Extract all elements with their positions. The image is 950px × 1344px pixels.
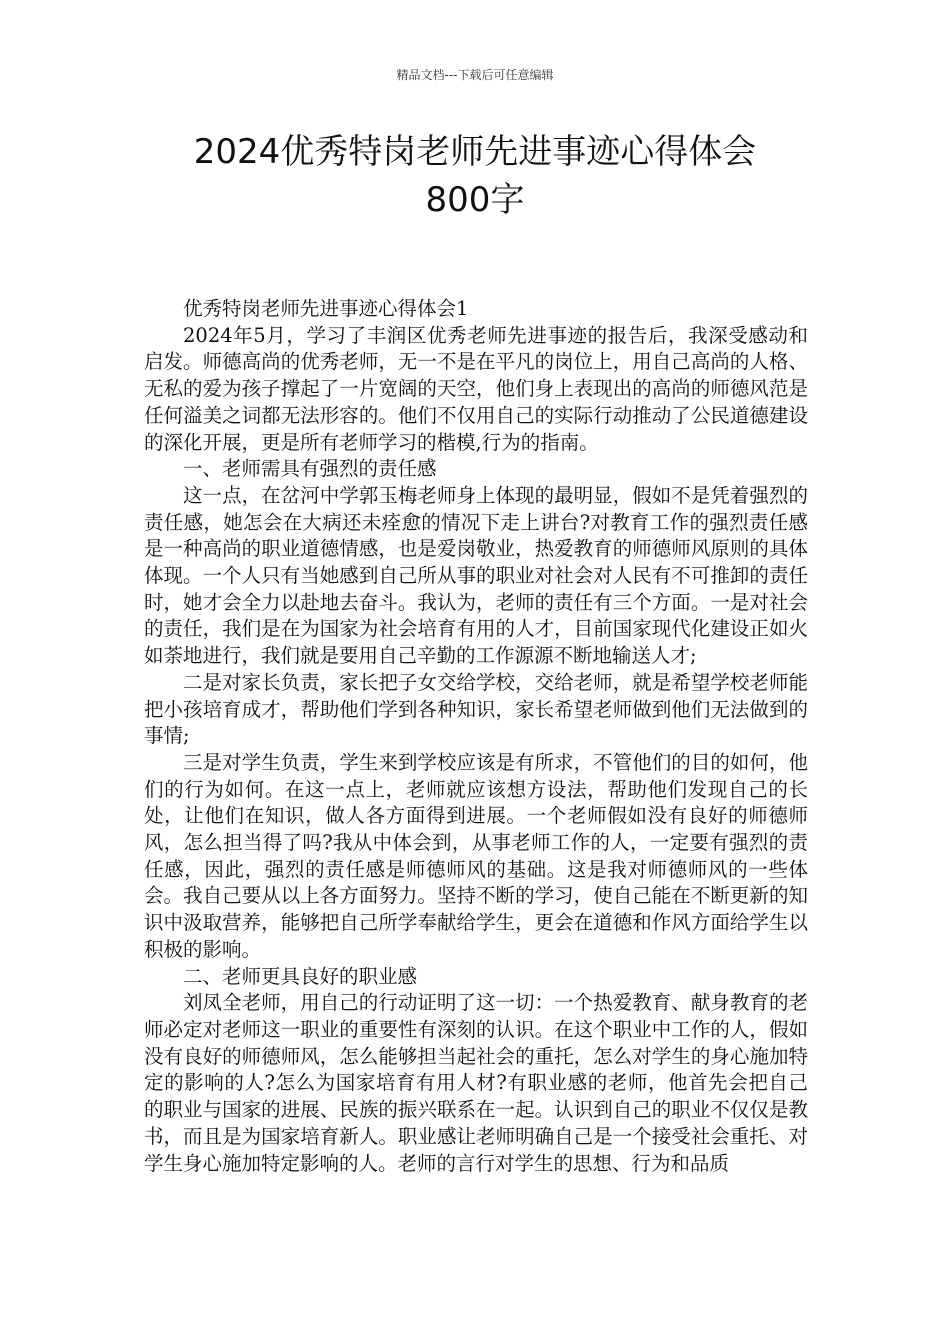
body-paragraph: 刘凤全老师，用自己的行动证明了这一切：一个热爱教育、献身教育的老师必定对老师这一职业的重要性有深刻的认识。在这个职业中工作的人，假如没有良好的师德师风，怎么能够担当起社会的重托，怎么对学生的身心施加特定的影响的人?怎么为国家培育有用人材?有职业感的老师，他首先会把自己的职业与国家的进展、民族的振兴联系在一起。认识到自己的职业不仅仅是教书，而且是为国家培育新人。职业感让老师明确自己是一个接受社会重托、对学生身心施加特定影响的人。老师的言行对学生的思想、行为和品质 xyxy=(144,991,808,1175)
body-paragraph: 2024年5月，学习了丰润区优秀老师先进事迹的报告后，我深受感动和启发。师德高尚的优秀老师，无一不是在平凡的岗位上，用自己高尚的人格、无私的爱为孩子撑起了一片宽阔的天空，他们身上表现出的高尚的师德风范是任何溢美之词都无法形容的。他们不仅用自己的实际行动推动了公民道德建设的深化开展，更是所有老师学习的楷模,行为的指南。 xyxy=(144,323,808,454)
body-paragraph: 这一点，在岔河中学郭玉梅老师身上体现的最明显，假如不是凭着强烈的责任感，她怎会在大病还未痊愈的情况下走上讲台?对教育工作的强烈责任感是一种高尚的职业道德情感，也是爱岗敬业，热爱教育的师德师风原则的具体体现。一个人只有当她感到自己所从事的职业对社会对人民有不可推卸的责任时，她才会全力以赴地去奋斗。我认为，老师的责任有三个方面。一是对社会的责任，我们是在为国家为社会培育有用的人才，目前国家现代化建设正如火如荼地进行，我们就是要用自己辛勤的工作源源不断地输送人才; xyxy=(144,483,808,668)
body-paragraph: 二是对家长负责，家长把子女交给学校，交给老师，就是希望学校老师能把小孩培育成才，帮助他们学到各种知识，家长希望老师做到他们无法做到的事情; xyxy=(144,670,808,748)
page-header: 精品文档---下载后可任意编辑 xyxy=(396,68,554,82)
section-heading: 一、老师需具有强烈的责任感 xyxy=(183,457,437,481)
section-heading: 二、老师更具良好的职业感 xyxy=(183,964,418,988)
document-title-line-1: 2024优秀特岗老师先进事迹心得体会 xyxy=(193,132,757,172)
section-heading: 优秀特岗老师先进事迹心得体会1 xyxy=(183,297,469,320)
document-title-line-2: 800字 xyxy=(425,180,525,220)
body-paragraph: 三是对学生负责，学生来到学校应该是有所求，不管他们的目的如何，他们的行为如何。在这一点上，老师就应该想方设法，帮助他们发现自己的长处，让他们在知识，做人各方面得到进展。一个老师假如没有良好的师德师风，怎么担当得了吗?我从中体会到，从事老师工作的人，一定要有强烈的责任感，因此，强烈的责任感是师德师风的基础。这是我对师德师风的一些体会。我自己要从以上各方面努力。坚持不断的学习，使自己能在不断更新的知识中汲取营养，能够把自己所学奉献给学生，更会在道德和作风方面给学生以积极的影响。 xyxy=(144,750,808,961)
document-body xyxy=(144,296,808,1177)
document-title xyxy=(100,128,850,224)
